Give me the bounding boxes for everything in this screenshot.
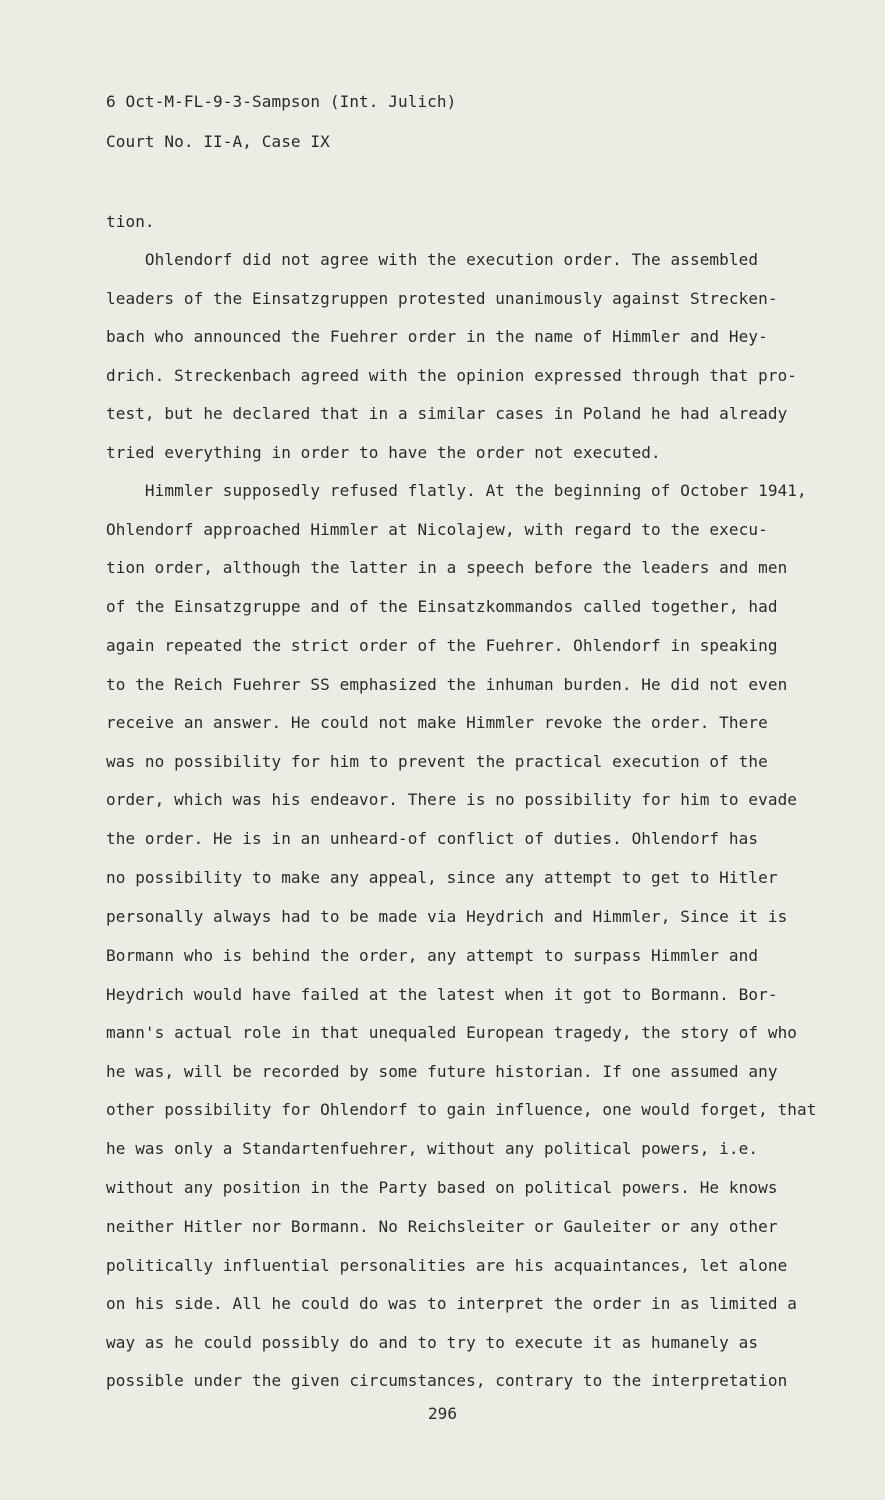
body-line: neither Hitler nor Bormann. No Reichsleiter or Gauleiter or any other [106,1217,778,1236]
body-line: he was only a Standartenfuehrer, without any political powers, i.e. [106,1139,759,1158]
body-line: politically influential personalities are his acquaintances, let alone [106,1256,788,1275]
body-line: mann's actual role in that unequaled European tragedy, the story of who [106,1023,798,1042]
body-line: Ohlendorf approached Himmler at Nicolajew, with regard to the execu- [106,520,768,539]
body-line: without any position in the Party based on political powers. He knows [106,1178,778,1197]
body-line: leaders of the Einsatzgruppen protested unanimously against Strecken- [106,289,778,308]
body-line: Ohlendorf did not agree with the execution order. The assembled [106,250,759,269]
body-line: to the Reich Fuehrer SS emphasized the inhuman burden. He did not even [106,675,788,694]
body-line: he was, will be recorded by some future historian. If one assumed any [106,1062,778,1081]
body-line: Bormann who is behind the order, any attempt to surpass Himmler and [106,946,759,965]
body-line: tion order, although the latter in a speech before the leaders and men [106,558,788,577]
body-line: order, which was his endeavor. There is no possibility for him to evade [106,790,798,809]
body-line: possible under the given circumstances, contrary to the interpretation [106,1371,788,1390]
body-line: no possibility to make any appeal, since any attempt to get to Hitler [106,868,778,887]
body-line: tion. [106,212,155,231]
body-line: Himmler supposedly refused flatly. At the beginning of October 1941, [106,481,807,500]
body-line: Heydrich would have failed at the latest when it got to Bormann. Bor- [106,985,778,1004]
body-line: personally always had to be made via Heydrich and Himmler, Since it is [106,907,788,926]
body-line: test, but he declared that in a similar cases in Poland he had already [106,404,788,423]
body-line: way as he could possibly do and to try to execute it as humanely as [106,1333,759,1352]
body-line: of the Einsatzgruppe and of the Einsatzkommandos called together, had [106,597,778,616]
body-line: receive an answer. He could not make Himmler revoke the order. There [106,713,768,732]
body-line: was no possibility for him to prevent the practical execution of the [106,752,768,771]
body-line: the order. He is in an unheard-of conflict of duties. Ohlendorf has [106,829,759,848]
body-line: tried everything in order to have the order not executed. [106,443,661,462]
page-number: 296 [428,1404,457,1423]
body-line: drich. Streckenbach agreed with the opinion expressed through that pro- [106,366,798,385]
header-line-1: 6 Oct-M-FL-9-3-Sampson (Int. Julich) [106,92,457,111]
body-line: again repeated the strict order of the Fuehrer. Ohlendorf in speaking [106,636,778,655]
body-line: bach who announced the Fuehrer order in the name of Himmler and Hey- [106,327,768,346]
body-line: other possibility for Ohlendorf to gain influence, one would forget, that [106,1100,817,1119]
header-line-2: Court No. II-A, Case IX [106,132,330,151]
body-line: on his side. All he could do was to interpret the order in as limited a [106,1294,798,1313]
